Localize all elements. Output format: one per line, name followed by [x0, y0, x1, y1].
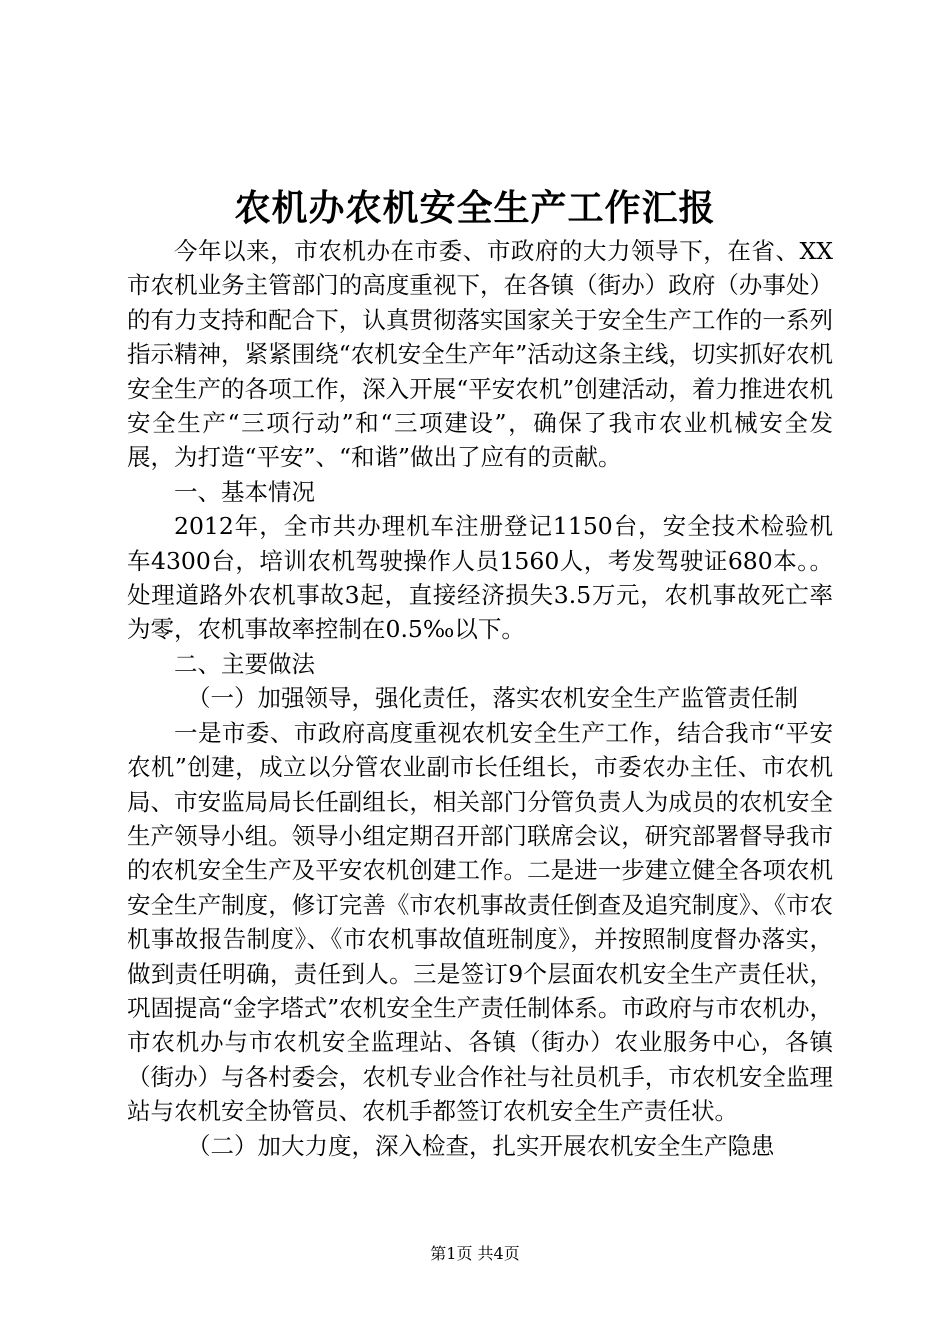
- subsection-heading-leadership: （一）加强领导，强化责任，落实农机安全生产监管责任制: [187, 684, 798, 713]
- page-footer: 第1页 共4页: [430, 1244, 520, 1263]
- document-title: 农机办农机安全生产工作汇报: [234, 187, 716, 229]
- subsection-heading-inspection: （二）加大力度，深入检查，扎实开展农机安全生产隐患: [187, 1131, 775, 1160]
- basic-situation-paragraph: 2012年，全市共办理机车注册登记1150台，安全技术检验机车4300台，培训农机驾驶操作人员1560人，考发驾驶证680本。。处理道路外农机事故3起，直接经济损失3.5万元，农机事故死亡率为零，农机事故率控制在0.5‰以下。: [127, 512, 833, 644]
- document-body: [127, 234, 833, 1163]
- intro-paragraph: 今年以来，市农机办在市委、市政府的大力领导下，在省、XX市农机业务主管部门的高度重视下，在各镇（街办）政府（办事处）的有力支持和配合下，认真贯彻落实国家关于安全生产工作的一系列指示精神，紧紧围绕“农机安全生产年”活动这条主线，切实抓好农机安全生产的各项工作，深入开展“平安农机”创建活动，着力推进农机安全生产“三项行动”和“三项建设”，确保了我市农业机械安全发展，为打造“平安”、“和谐”做出了应有的贡献。: [127, 237, 833, 472]
- section-heading-main-practices: 二、主要做法: [174, 649, 315, 678]
- section-heading-basic-situation: 一、基本情况: [174, 477, 315, 506]
- leadership-paragraph: 一是市委、市政府高度重视农机安全生产工作，结合我市“平安农机”创建，成立以分管农业副市长任组长，市委农办主任、市农机局、市安监局局长任副组长，相关部门分管负责人为成员的农机安全生产领导小组。领导小组定期召开部门联席会议，研究部署督导我市的农机安全生产及平安农机创建工作。二是进一步建立健全各项农机安全生产制度，修订完善《市农机事故责任倒查及追究制度》、《市农机事故报告制度》、《市农机事故值班制度》，并按照制度督办落实，做到责任明确，责任到人。三是签订9个层面农机安全生产责任状，巩固提高“金字塔式”农机安全生产责任制体系。市政府与市农机办，市农机办与市农机安全监理站、各镇（街办）农业服务中心，各镇（街办）与各村委会，农机专业合作社与社员机手，市农机安全监理站与农机安全协管员、农机手都签订农机安全生产责任状。: [127, 718, 833, 1126]
